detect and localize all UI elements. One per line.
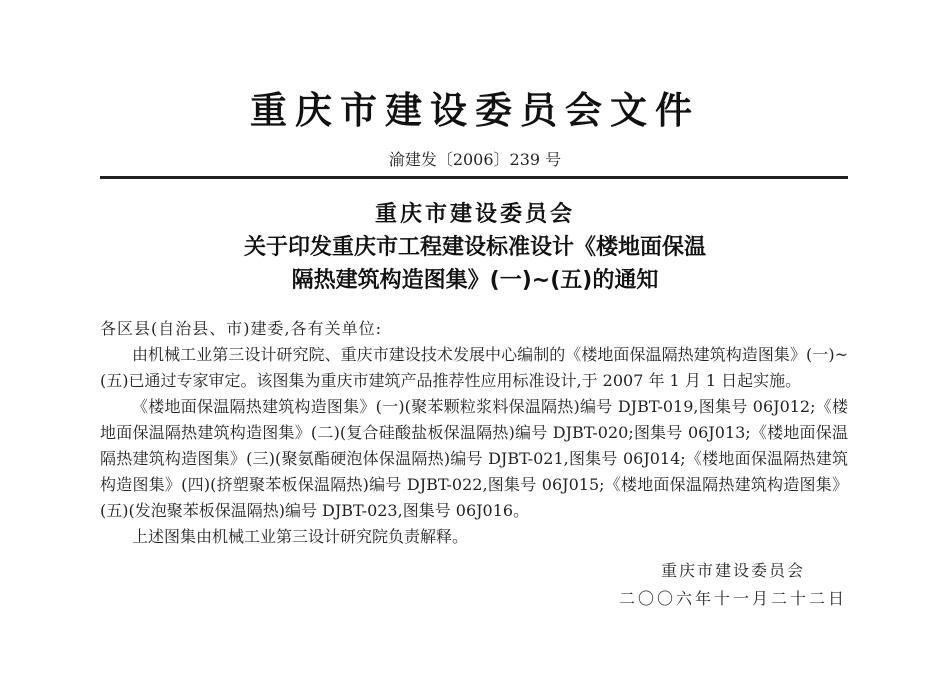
- signature-date: 二〇〇六年十一月二十二日: [618, 589, 847, 608]
- signature-block: [619, 557, 847, 613]
- body-paragraph-1: 由机械工业第三设计研究院、重庆市建设技术发展中心编制的《楼地面保温隔热建筑构造图集》(一)~(五)已通过专家审定。该图集为重庆市建筑产品推荐性应用标准设计,于 2007 年 1 月 1 日起实施。: [100, 345, 848, 390]
- body-paragraph-3: 上述图集由机械工业第三设计研究院负责解释。: [132, 527, 469, 546]
- notice-title-line-2: 关于印发重庆市工程建设标准设计《楼地面保温: [243, 235, 706, 260]
- salutation: 各区县(自治县、市)建委,各有关单位:: [100, 319, 382, 338]
- notice-body: [100, 316, 848, 550]
- signature-organization: 重庆市建设委员会: [660, 561, 805, 580]
- body-paragraph-2: 《楼地面保温隔热建筑构造图集》(一)(聚苯颗粒浆料保温隔热)编号 DJBT-019,图集号 06J012;《楼地面保温隔热建筑构造图集》(二)(复合硅酸盐板保温隔热)编号 DJBT-020;图集号 06J013;《楼地面保温隔热建筑构造图集》(三)(聚氨酯硬泡体保温隔热)编号 DJBT-021,图集号 06J014;《楼地面保温隔热建筑构造图集》(四)(挤塑聚苯板保温隔热)编号 DJBT-022,图集号 06J015;《楼地面保温隔热建筑构造图集》(五)(发泡聚苯板保温隔热)编号 DJBT-023,图集号 06J016。: [100, 397, 848, 520]
- notice-title-line-3: 隔热建筑构造图集》(一)~(五)的通知: [291, 268, 659, 293]
- document-number: 渝建发〔2006〕239 号: [388, 150, 562, 169]
- document-header-title: 重庆市建设委员会文件: [250, 88, 700, 132]
- notice-title: [0, 198, 950, 297]
- header-divider: [100, 176, 848, 179]
- notice-title-line-1: 重庆市建设委员会: [374, 202, 575, 227]
